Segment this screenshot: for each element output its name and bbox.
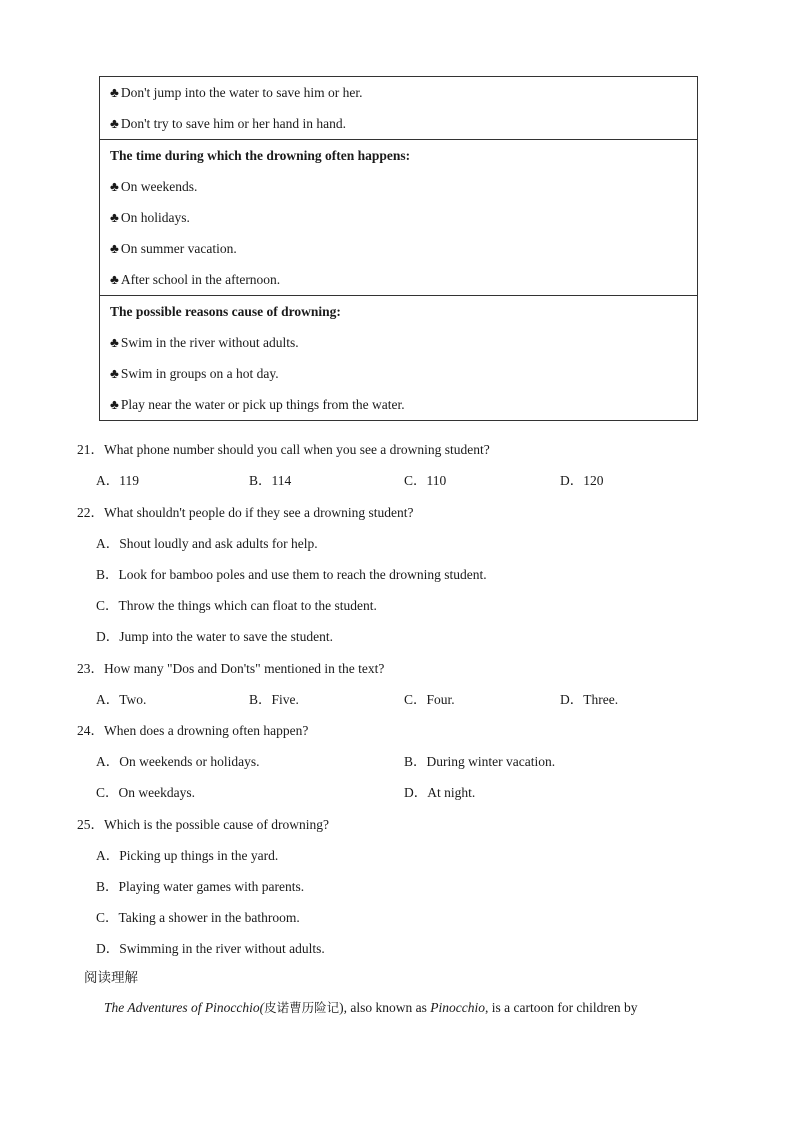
- question-21-option-c[interactable]: C．110: [404, 473, 447, 488]
- question-22-option-b[interactable]: B．Look for bamboo poles and use them to reach the drowning student.: [96, 567, 487, 582]
- passage-title-cn: 皮诺曹历险记: [264, 1000, 340, 1015]
- table-section-header: The possible reasons cause of drowning:: [110, 304, 341, 319]
- table-section-donts: [100, 77, 697, 139]
- passage-mid-text: ), also known as: [339, 1000, 431, 1015]
- table-item: ♣ On summer vacation.: [110, 241, 237, 256]
- question-25-option-a[interactable]: A．Picking up things in the yard.: [96, 848, 279, 863]
- question-25-option-c[interactable]: C．Taking a shower in the bathroom.: [96, 910, 300, 925]
- question-23-option-a[interactable]: A．Two.: [96, 692, 147, 707]
- section-heading: 阅读理解: [84, 970, 138, 986]
- passage-alt-title: Pinocchio: [430, 1000, 485, 1015]
- question-23-option-d[interactable]: D．Three.: [560, 692, 619, 707]
- question-21-option-b[interactable]: B．114: [249, 473, 292, 488]
- question-21-option-d[interactable]: D．120: [560, 473, 604, 488]
- table-item: ♣ Don't try to save him or her hand in hand.: [110, 116, 346, 131]
- question-23-option-c[interactable]: C．Four.: [404, 692, 455, 707]
- info-table: [99, 76, 698, 421]
- table-item: ♣ After school in the afternoon.: [110, 272, 281, 287]
- passage-rest-text: , is a cartoon for children by: [484, 1000, 638, 1015]
- question-25-stem: 25．Which is the possible cause of drowning?: [77, 817, 329, 832]
- question-22-option-a[interactable]: A．Shout loudly and ask adults for help.: [96, 536, 318, 551]
- club-bullet-icon: ♣: [110, 179, 119, 194]
- passage-title-italic: The Adventures of Pinocchio(: [104, 1000, 265, 1015]
- table-section-time: [100, 139, 697, 295]
- question-24-option-c[interactable]: C．On weekdays.: [96, 785, 195, 800]
- table-item: ♣ On weekends.: [110, 179, 198, 194]
- table-section-reasons: [100, 295, 697, 420]
- club-bullet-icon: ♣: [110, 116, 119, 131]
- question-24-option-b[interactable]: B．During winter vacation.: [404, 754, 556, 769]
- club-bullet-icon: ♣: [110, 397, 119, 412]
- question-24-option-d[interactable]: D．At night.: [404, 785, 476, 800]
- question-23-stem: 23．How many "Dos and Don'ts" mentioned in the text?: [77, 661, 385, 676]
- question-24-option-a[interactable]: A．On weekends or holidays.: [96, 754, 260, 769]
- question-21-option-a[interactable]: A．119: [96, 473, 139, 488]
- table-item: ♣ Swim in the river without adults.: [110, 335, 299, 350]
- table-item: ♣ Play near the water or pick up things from the water.: [110, 397, 405, 412]
- question-21-stem: 21．What phone number should you call when you see a drowning student?: [77, 442, 490, 457]
- club-bullet-icon: ♣: [110, 85, 119, 100]
- table-item: ♣ On holidays.: [110, 210, 190, 225]
- club-bullet-icon: ♣: [110, 335, 119, 350]
- question-22-stem: 22．What shouldn't people do if they see a drowning student?: [77, 505, 414, 520]
- question-23-option-b[interactable]: B．Five.: [249, 692, 299, 707]
- club-bullet-icon: ♣: [110, 210, 119, 225]
- table-item: ♣ Swim in groups on a hot day.: [110, 366, 279, 381]
- question-25-option-d[interactable]: D．Swimming in the river without adults.: [96, 941, 325, 956]
- table-item: ♣ Don't jump into the water to save him or her.: [110, 85, 363, 100]
- question-25-option-b[interactable]: B．Playing water games with parents.: [96, 879, 305, 894]
- question-22-option-c[interactable]: C．Throw the things which can float to the student.: [96, 598, 377, 613]
- club-bullet-icon: ♣: [110, 272, 119, 287]
- table-section-header: The time during which the drowning often happens:: [110, 148, 411, 163]
- passage-first-line: [104, 998, 638, 1016]
- question-22-option-d[interactable]: D．Jump into the water to save the student.: [96, 629, 333, 644]
- club-bullet-icon: ♣: [110, 241, 119, 256]
- club-bullet-icon: ♣: [110, 366, 119, 381]
- question-24-stem: 24．When does a drowning often happen?: [77, 723, 309, 738]
